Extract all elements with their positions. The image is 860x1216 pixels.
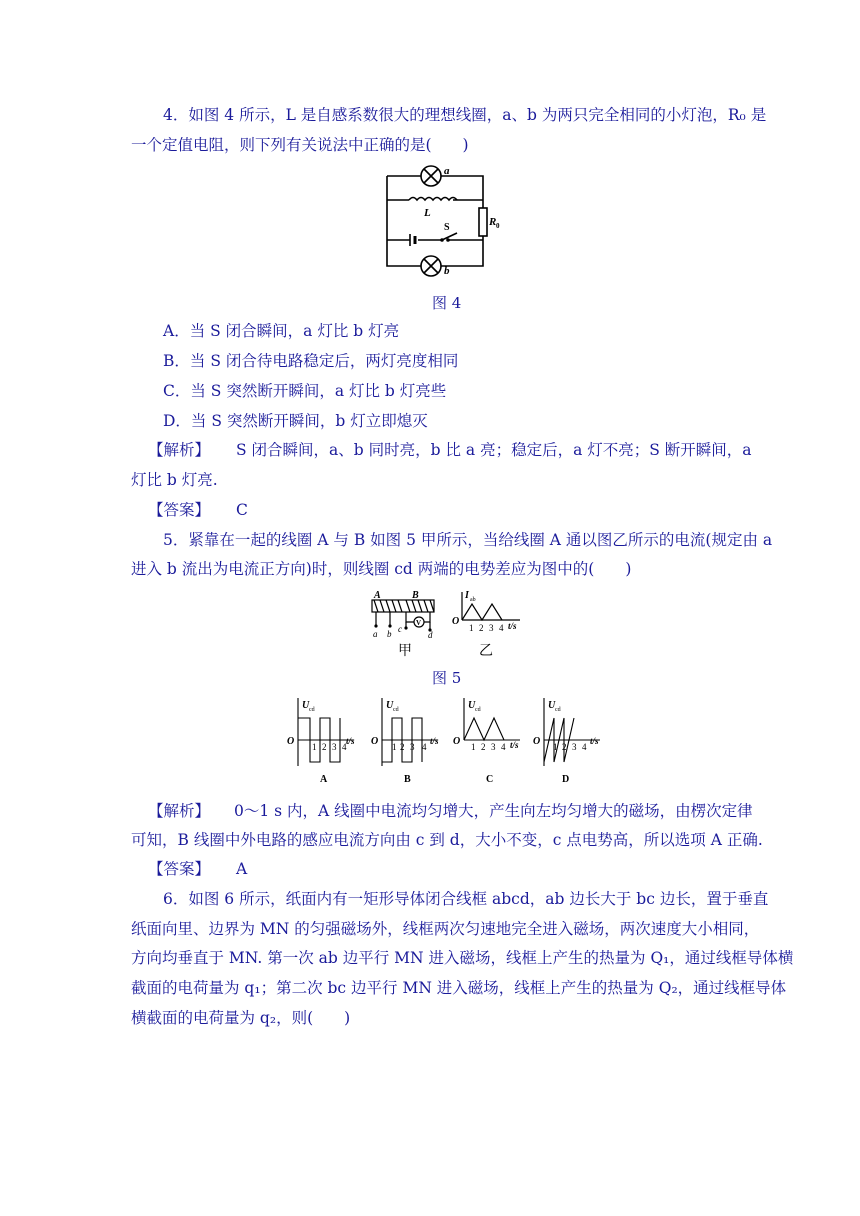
q5-analysis-line2: 可知，B 线圈中外电路的感应电流方向由 c 到 d，大小不变，c 点电势高，所以选项 A 正确. (131, 831, 763, 849)
svg-text:S: S (444, 222, 450, 233)
svg-text:O: O (287, 736, 295, 747)
q4-option-b: B．当 S 闭合待电路稳定后，两灯亮度相同 (163, 352, 459, 370)
q5-option-graph-a (286, 694, 366, 788)
svg-text:C: C (486, 774, 494, 785)
q6-line2: 纸面向里、边界为 MN 的匀强磁场外，线框两次匀速地完全进入磁场，两次速度大小相同， (131, 920, 760, 938)
svg-text:2: 2 (562, 742, 567, 752)
q4-analysis-line1: S 闭合瞬间，a、b 同时亮，b 比 a 亮；稳定后，a 灯不亮；S 断开瞬间，a (236, 441, 752, 459)
svg-text:0: 0 (496, 222, 500, 230)
q6-line4: 截面的电荷量为 q₁；第二次 bc 边平行 MN 进入磁场，线框上产生的热量为 Q₂，通过线框导体 (131, 979, 787, 997)
figure-5-caption: 图 5 (432, 669, 462, 687)
current-waveform (462, 604, 502, 620)
q5-analysis-line1: 0～1 s 内，A 线圈中电流均匀增大，产生向左均匀增大的磁场，由楞次定律 (234, 802, 753, 820)
svg-text:cd: cd (309, 707, 315, 713)
svg-text:d: d (428, 630, 433, 640)
svg-text:2: 2 (479, 623, 484, 633)
q5-stem-line1: 5．紧靠在一起的线圈 A 与 B 如图 5 甲所示，当给线圈 A 通以图乙所示的电流(规定由 a (163, 531, 773, 549)
svg-text:ab: ab (470, 597, 476, 603)
q4-analysis-tag: 【解析】 (148, 441, 211, 459)
q5-option-graph-b (370, 694, 450, 788)
svg-text:t/s: t/s (590, 736, 599, 746)
q4-option-c: C．当 S 突然断开瞬间，a 灯比 b 灯亮些 (163, 382, 447, 400)
q5-answer-tag: 【答案】 (148, 860, 211, 878)
svg-text:cd: cd (555, 707, 561, 713)
svg-text:U: U (302, 700, 310, 711)
svg-text:O: O (452, 616, 460, 627)
svg-text:4: 4 (499, 623, 504, 633)
svg-text:4: 4 (422, 742, 427, 752)
svg-text:1: 1 (553, 742, 558, 752)
svg-text:A: A (374, 590, 381, 601)
svg-text:3: 3 (332, 742, 337, 752)
svg-text:2: 2 (322, 742, 327, 752)
q6-line3: 方向均垂直于 MN. 第一次 ab 边平行 MN 进入磁场，线框上产生的热量为 Q₁，通过线框导体横 (131, 949, 794, 967)
q4-answer-tag: 【答案】 (148, 501, 211, 519)
svg-text:4: 4 (582, 742, 587, 752)
q5-option-graph-d (532, 694, 612, 788)
svg-text:a: a (373, 629, 378, 639)
resistor-r0 (479, 208, 487, 236)
switch-s-icon (442, 233, 457, 240)
figure-5-yi-current-graph (450, 588, 532, 634)
svg-text:t/s: t/s (508, 621, 517, 631)
waveform-d (544, 718, 574, 762)
q5-stem-line2: 进入 b 流出为电流正方向)时，则线圈 cd 两端的电势差应为图中的( ) (131, 560, 632, 578)
q4-option-d: D．当 S 突然断开瞬间，b 灯立即熄灭 (163, 412, 428, 430)
svg-text:A: A (320, 774, 328, 785)
svg-text:c: c (398, 624, 402, 634)
svg-text:2: 2 (481, 742, 486, 752)
svg-text:t/s: t/s (510, 740, 519, 750)
svg-text:t/s: t/s (346, 736, 355, 746)
figure-4-circuit (380, 162, 500, 278)
q5-option-graph-c (452, 694, 532, 788)
svg-text:R: R (489, 216, 497, 228)
svg-text:V: V (416, 619, 422, 627)
svg-text:1: 1 (392, 742, 397, 752)
svg-text:b: b (444, 265, 450, 277)
svg-text:t/s: t/s (430, 736, 439, 746)
svg-text:3: 3 (410, 742, 415, 752)
svg-text:cd: cd (393, 707, 399, 713)
svg-text:U: U (386, 700, 394, 711)
svg-text:U: U (468, 700, 476, 711)
q6-line5: 横截面的电荷量为 q₂，则( ) (131, 1009, 351, 1027)
svg-text:b: b (387, 629, 392, 639)
q5-analysis-tag: 【解析】 (148, 802, 211, 820)
svg-text:3: 3 (572, 742, 577, 752)
waveform-c (464, 718, 504, 740)
svg-text:cd: cd (475, 707, 481, 713)
svg-text:L: L (424, 207, 431, 219)
svg-text:3: 3 (491, 742, 496, 752)
svg-text:U: U (548, 700, 556, 711)
q4-stem-line2: 一个定值电阻，则下列有关说法中正确的是( ) (131, 136, 469, 154)
svg-text:a: a (444, 165, 450, 177)
figure-4-caption: 图 4 (432, 294, 462, 312)
q6-line1: 6．如图 6 所示，纸面内有一矩形导体闭合线框 abcd，ab 边长大于 bc 边长，置于垂直 (163, 890, 769, 908)
svg-text:4: 4 (342, 742, 347, 752)
inductor-coil-icon (409, 198, 457, 201)
q4-analysis-line2: 灯比 b 灯亮. (131, 471, 218, 489)
q4-stem-line1: 4．如图 4 所示，L 是自感系数很大的理想线圈，a、b 为两只完全相同的小灯泡，R₀ 是 (163, 106, 767, 124)
q5-answer: A (236, 860, 248, 878)
q4-option-a: A．当 S 闭合瞬间，a 灯比 b 灯亮 (163, 322, 400, 340)
svg-text:O: O (371, 736, 379, 747)
svg-text:O: O (453, 736, 461, 747)
svg-text:1: 1 (469, 623, 474, 633)
svg-text:B: B (412, 590, 419, 601)
svg-text:4: 4 (501, 742, 506, 752)
svg-text:O: O (533, 736, 541, 747)
svg-text:2: 2 (400, 742, 405, 752)
figure-5-yi-label: 乙 (479, 643, 493, 659)
svg-text:B: B (404, 774, 411, 785)
q4-answer: C (236, 501, 248, 519)
svg-text:1: 1 (312, 742, 317, 752)
svg-text:3: 3 (489, 623, 494, 633)
figure-5-jia-label: 甲 (398, 643, 412, 659)
svg-text:1: 1 (471, 742, 476, 752)
svg-text:I: I (465, 590, 469, 601)
svg-text:D: D (562, 774, 570, 785)
